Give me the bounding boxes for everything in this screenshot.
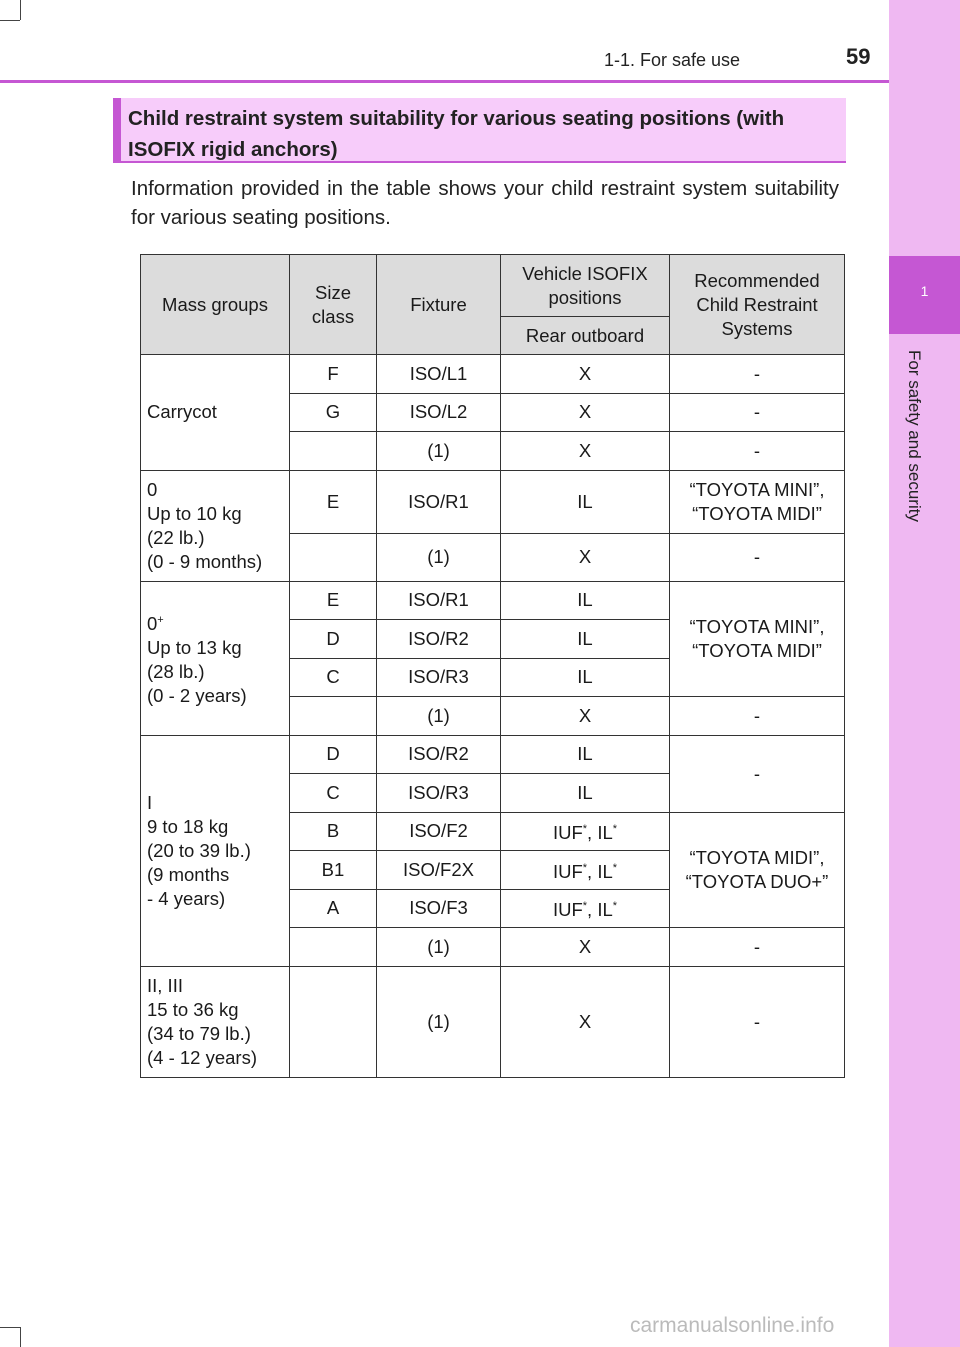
size-cell: G	[290, 393, 377, 432]
footer-watermark: carmanualsonline.info	[630, 1314, 835, 1337]
crop-mark	[20, 0, 21, 20]
fixture-cell: ISO/F2	[377, 812, 501, 851]
position-cell: X	[501, 966, 670, 1077]
size-cell: C	[290, 774, 377, 813]
fixture-cell: ISO/F3	[377, 889, 501, 928]
page-number: 59	[846, 44, 871, 69]
group-1: I 9 to 18 kg (20 to 39 lb.) (9 months - 4 years)	[141, 735, 290, 966]
position-cell: X	[501, 355, 670, 394]
size-cell	[290, 533, 377, 581]
rec-cell: “TOYOTA MIDI”, “TOYOTA DUO+”	[670, 812, 845, 928]
position-cell: X	[501, 533, 670, 581]
table-row	[141, 735, 845, 774]
fixture-cell: (1)	[377, 432, 501, 471]
size-cell: E	[290, 581, 377, 620]
size-cell: A	[290, 889, 377, 928]
crop-mark	[20, 1327, 21, 1347]
chapter-label: For safety and security	[905, 350, 924, 522]
position-cell: X	[501, 393, 670, 432]
position-cell: IL	[501, 581, 670, 620]
size-cell	[290, 697, 377, 736]
rec-cell: -	[670, 735, 845, 812]
size-cell	[290, 966, 377, 1077]
crop-mark	[0, 20, 20, 21]
section-title: Child restraint system suitability for various seating positions (with ISOFIX rigid anchors)	[128, 107, 785, 161]
rec-cell: -	[670, 928, 845, 967]
table-row	[141, 355, 845, 394]
fixture-cell: ISO/R2	[377, 620, 501, 659]
position-cell: X	[501, 697, 670, 736]
header-positions: Vehicle ISOFIX positions	[501, 255, 670, 317]
position-cell: IL	[501, 774, 670, 813]
intro-paragraph: Information provided in the table shows your child restraint system suitability for various seating positions.	[131, 177, 839, 229]
position-cell: IUF*, IL*	[501, 889, 670, 928]
position-cell: X	[501, 928, 670, 967]
table-row	[141, 470, 845, 533]
position-cell: X	[501, 432, 670, 471]
table-row	[141, 581, 845, 620]
header-section: 1-1. For safe use	[604, 50, 741, 70]
position-cell: IUF*, IL*	[501, 812, 670, 851]
rec-cell: -	[670, 966, 845, 1077]
table-row	[141, 966, 845, 1077]
rec-cell: -	[670, 697, 845, 736]
size-cell: E	[290, 470, 377, 533]
fixture-cell: (1)	[377, 533, 501, 581]
rec-cell: -	[670, 355, 845, 394]
fixture-cell: ISO/L2	[377, 393, 501, 432]
fixture-cell: (1)	[377, 928, 501, 967]
header-mass: Mass groups	[141, 255, 290, 355]
position-cell: IL	[501, 735, 670, 774]
position-cell: IL	[501, 658, 670, 697]
size-cell: F	[290, 355, 377, 394]
size-cell: D	[290, 735, 377, 774]
header-fixture: Fixture	[377, 255, 501, 355]
group-2-3: II, III 15 to 36 kg (34 to 79 lb.) (4 - 12 years)	[141, 966, 290, 1077]
chapter-number: 1	[889, 256, 960, 334]
rec-cell: -	[670, 533, 845, 581]
size-cell: C	[290, 658, 377, 697]
fixture-cell: ISO/R1	[377, 470, 501, 533]
group-carrycot: Carrycot	[141, 355, 290, 471]
side-tab	[889, 0, 960, 1347]
size-cell: B1	[290, 851, 377, 890]
position-cell: IL	[501, 620, 670, 659]
fixture-cell: ISO/R2	[377, 735, 501, 774]
rec-cell: “TOYOTA MINI”, “TOYOTA MIDI”	[670, 581, 845, 697]
position-cell: IL	[501, 470, 670, 533]
header-recommended: Recommended Child Restraint Systems	[670, 255, 845, 355]
fixture-cell: ISO/R3	[377, 658, 501, 697]
fixture-cell: ISO/R3	[377, 774, 501, 813]
fixture-cell: (1)	[377, 697, 501, 736]
group-0-plus: 0+ Up to 13 kg (28 lb.) (0 - 2 years)	[141, 581, 290, 735]
size-cell: B	[290, 812, 377, 851]
group-0: 0 Up to 10 kg (22 lb.) (0 - 9 months)	[141, 470, 290, 581]
rec-cell: -	[670, 393, 845, 432]
size-cell: D	[290, 620, 377, 659]
rec-cell: -	[670, 432, 845, 471]
header-rule	[0, 80, 889, 83]
header-rear-outboard: Rear outboard	[501, 317, 670, 355]
header-size: Size class	[290, 255, 377, 355]
fixture-cell: ISO/L1	[377, 355, 501, 394]
size-cell	[290, 928, 377, 967]
rec-cell: “TOYOTA MINI”, “TOYOTA MIDI”	[670, 470, 845, 533]
suitability-table	[140, 254, 845, 1078]
fixture-cell: (1)	[377, 966, 501, 1077]
fixture-cell: ISO/R1	[377, 581, 501, 620]
size-cell	[290, 432, 377, 471]
crop-mark	[0, 1327, 20, 1328]
position-cell: IUF*, IL*	[501, 851, 670, 890]
fixture-cell: ISO/F2X	[377, 851, 501, 890]
